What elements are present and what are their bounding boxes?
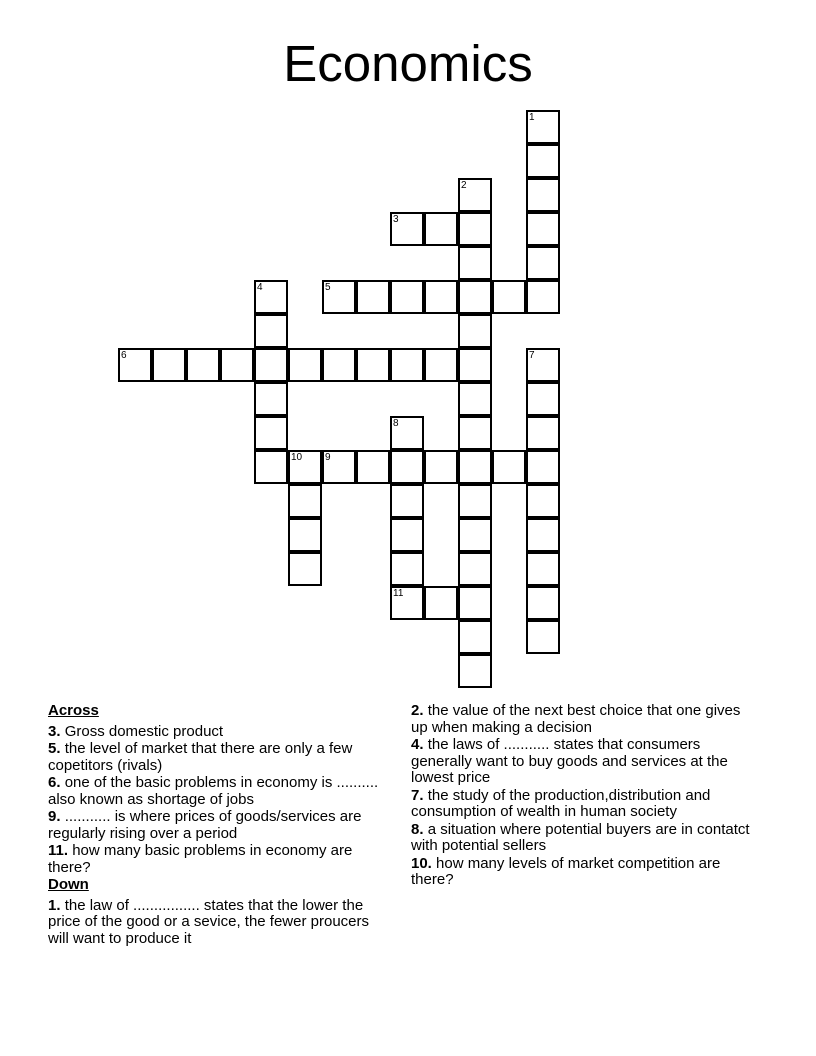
crossword-cell[interactable]	[424, 348, 458, 382]
crossword-cell[interactable]	[254, 348, 288, 382]
crossword-cell[interactable]	[526, 450, 560, 484]
crossword-cell[interactable]	[526, 348, 560, 382]
crossword-cell[interactable]	[390, 518, 424, 552]
crossword-cell[interactable]	[390, 450, 424, 484]
crossword-cell[interactable]	[458, 382, 492, 416]
clue-text: the study of the production,distribution and consumption of wealth in human society	[411, 786, 711, 820]
crossword-cell[interactable]	[526, 178, 560, 212]
crossword-cell[interactable]	[458, 348, 492, 382]
clue-number: 10.	[411, 854, 432, 872]
crossword-cell[interactable]	[526, 382, 560, 416]
crossword-cell[interactable]	[526, 416, 560, 450]
clue-item	[48, 898, 388, 948]
clue-item	[411, 788, 756, 821]
crossword-cell[interactable]	[152, 348, 186, 382]
crossword-cell[interactable]	[288, 518, 322, 552]
crossword-cell[interactable]	[220, 348, 254, 382]
crossword-cell[interactable]	[356, 450, 390, 484]
crossword-cell[interactable]	[526, 620, 560, 654]
crossword-cell[interactable]	[254, 280, 288, 314]
clue-text: Gross domestic product	[64, 722, 224, 740]
crossword-cell[interactable]	[458, 586, 492, 620]
clue-number: 11.	[48, 842, 69, 859]
crossword-cell[interactable]	[458, 518, 492, 552]
crossword-cell[interactable]	[254, 314, 288, 348]
crossword-cell[interactable]	[390, 212, 424, 246]
cell-number: 11	[393, 588, 404, 599]
crossword-cell[interactable]	[356, 348, 390, 382]
crossword-cell[interactable]	[390, 552, 424, 586]
clue-number: 9.	[48, 808, 61, 825]
clue-text: the value of the next best choice that one gives up when making a decision	[411, 702, 741, 736]
clue-text: how many levels of market competition are there?	[411, 854, 721, 888]
clue-text: ........... is where prices of goods/services are regularly rising over a period	[48, 808, 362, 842]
crossword-cell[interactable]	[458, 416, 492, 450]
cell-number: 9	[325, 452, 331, 463]
crossword-cell[interactable]	[526, 110, 560, 144]
clue-number: 7.	[411, 786, 424, 804]
crossword-cell[interactable]	[322, 450, 356, 484]
crossword-cell[interactable]	[390, 416, 424, 450]
crossword-cell[interactable]	[458, 314, 492, 348]
clue-item	[48, 843, 388, 876]
crossword-cell[interactable]	[458, 552, 492, 586]
crossword-cell[interactable]	[526, 586, 560, 620]
cell-number: 7	[529, 350, 535, 361]
clue-number: 4.	[411, 736, 424, 753]
clue-number: 2.	[411, 702, 424, 719]
crossword-cell[interactable]	[526, 484, 560, 518]
down-clue-list-left	[48, 898, 388, 948]
crossword-cell[interactable]	[492, 280, 526, 314]
down-heading: Down	[48, 876, 89, 893]
clue-text: one of the basic problems in economy is .......... also known as shortage of jobs	[48, 774, 379, 808]
crossword-cell[interactable]	[458, 484, 492, 518]
cell-number: 1	[529, 112, 535, 123]
crossword-cell[interactable]	[390, 484, 424, 518]
crossword-cell[interactable]	[390, 348, 424, 382]
crossword-cell[interactable]	[356, 280, 390, 314]
crossword-cell[interactable]	[458, 450, 492, 484]
cell-number: 2	[461, 180, 467, 191]
crossword-cell[interactable]	[458, 212, 492, 246]
clue-item	[411, 856, 756, 889]
puzzle-title: Economics	[283, 35, 533, 92]
crossword-cell[interactable]	[458, 654, 492, 688]
crossword-cell[interactable]	[526, 144, 560, 178]
down-clue-list-right	[411, 703, 756, 889]
cell-number: 5	[325, 282, 331, 293]
crossword-cell[interactable]	[458, 178, 492, 212]
crossword-cell[interactable]	[288, 450, 322, 484]
crossword-cell[interactable]	[118, 348, 152, 382]
clue-item	[48, 741, 388, 774]
crossword-cell[interactable]	[492, 450, 526, 484]
crossword-cell[interactable]	[288, 552, 322, 586]
clue-number: 5.	[48, 740, 61, 757]
clues-left-column	[48, 703, 388, 948]
clue-text: the laws of ........... states that consumers generally want to buy goods and services at the lowest price	[411, 736, 728, 786]
crossword-cell[interactable]	[322, 348, 356, 382]
clue-text: how many basic problems in economy are there?	[48, 842, 353, 876]
clue-item	[48, 809, 388, 842]
clue-text: the level of market that there are only a few copetitors (rivals)	[48, 740, 353, 774]
clue-item	[411, 822, 756, 855]
cell-number: 8	[393, 418, 399, 429]
crossword-cell[interactable]	[390, 280, 424, 314]
crossword-cell[interactable]	[390, 586, 424, 620]
clue-item	[48, 724, 388, 741]
crossword-cell[interactable]	[458, 620, 492, 654]
clue-item	[48, 775, 388, 808]
crossword-cell[interactable]	[458, 246, 492, 280]
crossword-cell[interactable]	[254, 382, 288, 416]
across-clue-list	[48, 724, 388, 877]
crossword-cell[interactable]	[186, 348, 220, 382]
clue-item	[411, 703, 756, 736]
crossword-cell[interactable]	[424, 280, 458, 314]
clue-number: 3.	[48, 722, 61, 740]
crossword-cell[interactable]	[526, 552, 560, 586]
clue-number: 6.	[48, 774, 61, 791]
crossword-cell[interactable]	[288, 484, 322, 518]
across-heading: Across	[48, 702, 99, 719]
crossword-cell[interactable]	[458, 280, 492, 314]
cell-number: 10	[291, 452, 303, 463]
cell-number: 4	[257, 282, 263, 293]
clue-number: 8.	[411, 820, 424, 838]
cell-number: 3	[393, 214, 399, 225]
clue-text: the law of ................ states that the lower the price of the good or a sevice, the fewer proucers will want to produce it	[48, 896, 370, 947]
clue-text: a situation where potential buyers are in contatct with potential sellers	[411, 820, 750, 854]
crossword-cell[interactable]	[322, 280, 356, 314]
clues-right-column	[411, 703, 756, 890]
cell-number: 6	[121, 350, 127, 361]
crossword-cell[interactable]	[254, 450, 288, 484]
clue-number: 1.	[48, 896, 61, 914]
crossword-cell[interactable]	[424, 586, 458, 620]
crossword-cell[interactable]	[526, 518, 560, 552]
crossword-cell[interactable]	[526, 212, 560, 246]
crossword-cell[interactable]	[288, 348, 322, 382]
crossword-cell[interactable]	[424, 450, 458, 484]
crossword-cell[interactable]	[424, 212, 458, 246]
crossword-cell[interactable]	[526, 280, 560, 314]
clue-item	[411, 737, 756, 787]
crossword-cell[interactable]	[526, 246, 560, 280]
crossword-cell[interactable]	[254, 416, 288, 450]
